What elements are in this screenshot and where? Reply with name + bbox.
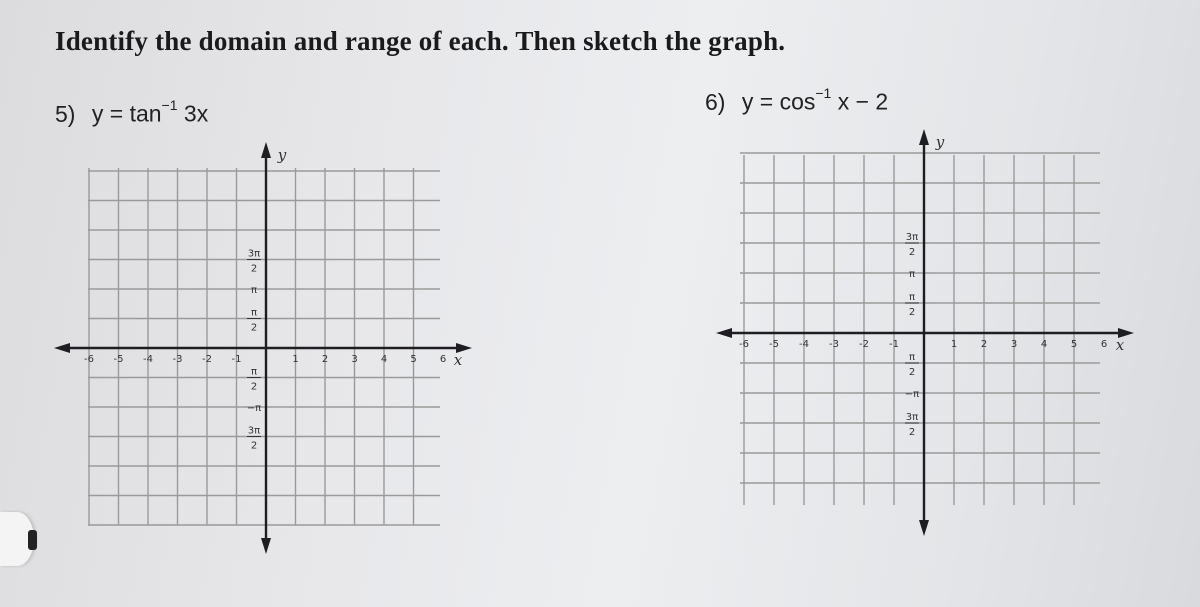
problem-6-eq: =	[759, 88, 774, 115]
left-y-axis-label: y	[277, 146, 287, 164]
right-y-tick-numerator: π	[908, 292, 916, 303]
left-x-tick-label: -1	[231, 354, 242, 365]
right-x-tick-label: -3	[829, 339, 839, 350]
left-y-tick-numerator: 3π	[247, 248, 261, 260]
left-y-tick-label: π	[250, 285, 258, 296]
right-y-tick-denominator: 2	[908, 427, 916, 438]
left-y-arrow-up	[261, 142, 271, 158]
problem-5-eq: =	[109, 100, 124, 127]
left-y-tick-numerator: 3π	[247, 425, 261, 437]
left-x-tick-label: -2	[202, 354, 212, 365]
right-x-tick-label: 1	[950, 339, 958, 350]
left-x-tick-label: -5	[113, 354, 124, 365]
left-y-arrow-down	[261, 538, 271, 554]
right-x-tick-label: 4	[1040, 339, 1048, 350]
right-x-tick-label: 2	[980, 339, 988, 350]
right-x-arrow-left	[716, 328, 732, 338]
left-y-tick-numerator: π	[250, 366, 258, 378]
right-y-tick-label: π	[908, 269, 916, 280]
left-x-tick-label: -4	[143, 354, 153, 365]
left-x-tick-label: 4	[380, 354, 388, 365]
problem-5-arg: 3x	[183, 100, 209, 127]
problem-6-number: 6)	[705, 88, 726, 115]
problem-6-y: y	[741, 88, 754, 115]
problem-6-arg: x − 2	[837, 88, 889, 115]
right-x-tick-label: 3	[1010, 339, 1018, 350]
left-x-tick-label: 3	[351, 354, 358, 365]
right-x-tick-label: -5	[769, 339, 779, 350]
page-heading: Identify the domain and range of each. Then sketch the graph.	[55, 26, 786, 56]
right-x-tick-label: -4	[799, 339, 809, 350]
left-x-axis-label: x	[453, 351, 463, 369]
right-y-tick-denominator: 2	[908, 307, 916, 318]
left-y-tick-label: −π	[246, 403, 262, 414]
right-x-tick-label: -1	[889, 339, 899, 350]
right-y-arrow-up	[919, 129, 929, 145]
left-x-tick-label: 5	[410, 354, 417, 365]
right-x-tick-label: -2	[859, 339, 869, 350]
left-y-tick-numerator: π	[250, 307, 258, 319]
problem-5-y: y	[91, 100, 104, 127]
left-x-arrow-left	[54, 343, 70, 353]
right-y-arrow-down	[919, 520, 929, 536]
left-x-tick-label: -6	[84, 354, 94, 365]
problem-5-fn: tan	[129, 100, 162, 127]
left-y-tick-denominator: 2	[250, 381, 258, 393]
left-x-tick-label: 2	[321, 354, 329, 365]
problem-6-exp: −1	[815, 85, 832, 101]
right-x-tick-label: -6	[739, 339, 749, 350]
right-x-axis-label: x	[1115, 336, 1125, 354]
right-y-tick-numerator: 3π	[905, 412, 919, 423]
right-y-axis-label: y	[935, 133, 945, 151]
left-x-tick-label: 1	[292, 354, 299, 365]
left-x-tick-label: 6	[439, 354, 447, 365]
left-y-tick-denominator: 2	[250, 263, 258, 275]
problem-6-fn: cos	[779, 88, 816, 115]
right-y-tick-numerator: 3π	[905, 232, 919, 243]
right-x-tick-label: 5	[1070, 339, 1078, 350]
pen-mark	[28, 530, 37, 550]
right-y-tick-denominator: 2	[908, 247, 916, 258]
left-y-tick-denominator: 2	[250, 440, 258, 452]
right-y-tick-numerator: π	[908, 352, 916, 363]
left-x-tick-label: -3	[172, 354, 183, 365]
right-y-tick-label: −π	[904, 389, 920, 400]
problem-5-exp: −1	[161, 97, 178, 113]
right-y-tick-denominator: 2	[908, 367, 916, 378]
right-x-tick-label: 6	[1100, 339, 1108, 350]
left-y-tick-denominator: 2	[250, 322, 258, 334]
problem-5-number: 5)	[55, 100, 76, 127]
